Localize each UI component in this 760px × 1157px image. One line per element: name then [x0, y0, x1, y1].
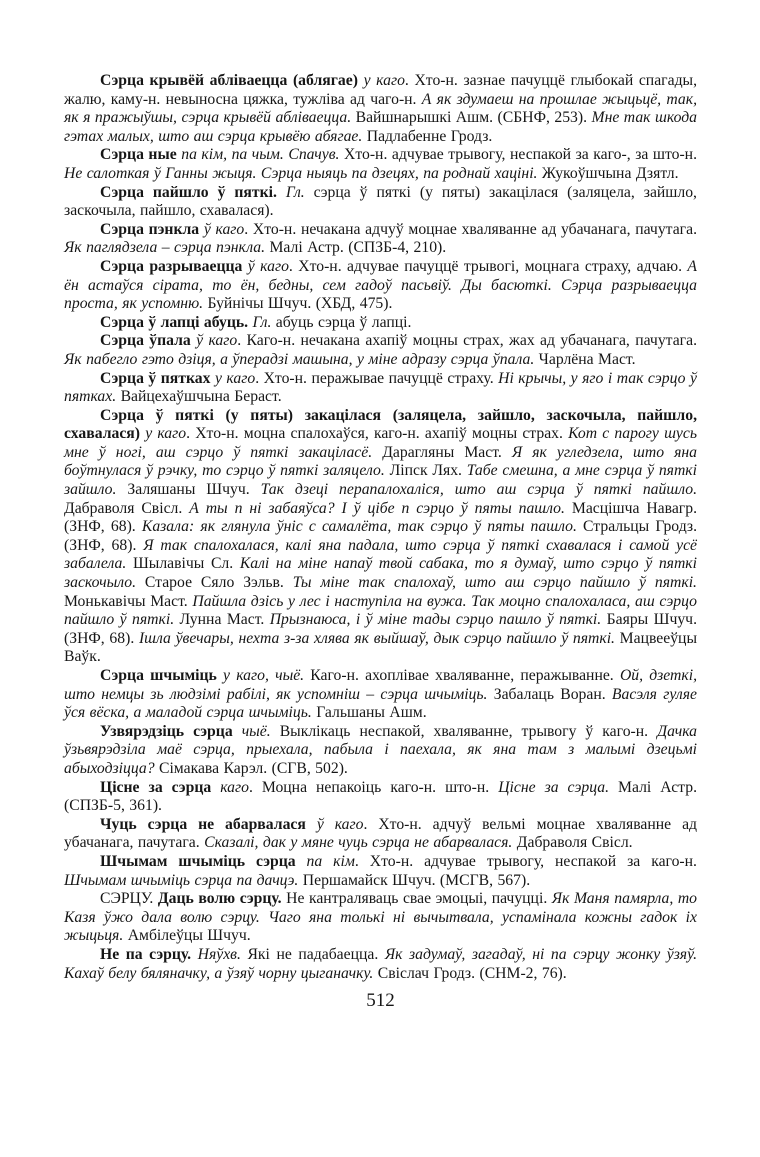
text-run-regular: Дабраволя Свісл. — [64, 499, 190, 517]
text-run-regular: Не кантраляваць свае эмоцыі, пачуцці. — [286, 890, 552, 908]
text-run-regular: Хто-н. адчувае трывогу, неспакой за каго-, за што-н. — [339, 146, 697, 164]
dictionary-entry — [64, 332, 697, 369]
text-run-regular: Шылавічы Сл. — [126, 555, 240, 573]
text-run-regular: Заляшаны Шчуч. — [116, 481, 261, 499]
dictionary-entry — [64, 314, 697, 333]
text-run-italic: А ты п ні забаяўса? І ў цібе п сэрцо ў пяты пашло. — [189, 499, 565, 517]
dictionary-entry — [64, 72, 697, 146]
text-run-italic: Як пабегло гэто дзіця, а ўперадзі машына, у міне адразу сэрца ўпала. — [64, 350, 535, 368]
text-run-italic: Гл. — [252, 313, 272, 331]
text-run-italic: Табе смешна, а мне сэрца ў пяткі зайшло. — [64, 462, 697, 499]
text-run-italic: Дачка ўзьвярэдзіла маё сэрца, прыехала, пабыла і паехала, як яна там з малымі дзецьмі абыходзіцца? — [64, 722, 698, 777]
text-run-bold: Сэрца ў пятках — [100, 369, 215, 387]
text-run-italic: Як задумаў, загадаў, ні па сэрцу жонку ўзяў. Кахаў белу бяляначку, а ўзяў чорну цыганачку. — [64, 945, 697, 982]
text-run-bold: Цісне за сэрца — [100, 778, 221, 796]
text-run-italic: Кот с парогу шусь мне ў ногі, аш сэрцо ў пяткі закаціласё. — [64, 425, 697, 461]
text-run-regular: Падлабенне Гродз. — [362, 127, 493, 145]
text-run-italic: Няўхв. — [197, 945, 241, 963]
text-run-italic: Не салоткая ў Ганны жыця. Сэрца ныяць па дзецях, па роднай хаціні. — [64, 164, 538, 182]
text-run-regular: Мацвееўцы Ваўк. — [64, 629, 697, 666]
text-run-italic: Ой, дзеткі, што немцы зь людзімі рабілі, як успомніш – сэрца шчыміць. — [64, 667, 697, 703]
dictionary-entry — [64, 184, 697, 221]
text-run-italic: Сказалі, дак у мяне чуць сэрца не абарвалася. — [204, 834, 513, 852]
dictionary-entry — [64, 407, 697, 667]
page-number: 512 — [366, 990, 395, 1012]
text-run-regular: Забалаць Воран. — [487, 685, 612, 703]
text-run-italic: Васэля гуляе ўся вёска, а маладой сэрца шчыміць. — [64, 685, 697, 722]
text-run-italic: па кім — [306, 852, 355, 870]
text-run-bold: Узвярэдзіць сэрца — [100, 722, 242, 740]
text-run-italic: каго — [220, 778, 249, 796]
text-run-regular: Буйнічы Шчуч. (ХБД, 475). — [203, 295, 393, 313]
text-run-italic: Цісне за сэрца. — [498, 778, 610, 796]
text-run-regular: . Хто-н. моцна спалохаўся, каго-н. ахапіў моцны страх. — [186, 425, 569, 443]
text-run-italic: у каго — [363, 72, 405, 89]
dictionary-entry — [64, 723, 697, 779]
text-run-bold: Сэрца пайшло ў пяткі. — [100, 183, 286, 201]
text-run-bold: Сэрца крывёй абліваецца (аблягае) — [100, 72, 364, 89]
text-run-regular: Які не падабаецца. — [240, 945, 385, 963]
text-run-bold: Не па сэрцу. — [100, 945, 198, 963]
text-run-italic: Ты міне так спалохаў, што аш сэрцо пайшло ў пяткі. — [292, 574, 697, 592]
text-run-regular: Дарагляны Маст. — [372, 443, 512, 461]
text-run-regular: Вайшнарышкі Ашм. (СБНФ, 253). — [351, 109, 592, 127]
text-run-regular: Лунна Маст. — [174, 611, 270, 629]
text-run-italic: Ішла ўвечары, нехта з-за хлява як выйшаў, дык сэрцо пайшло ў пяткі. — [138, 629, 615, 647]
text-run-regular: Амбілеўцы Шчуч. — [123, 927, 251, 945]
text-run-regular: Баяры Шчуч. (ЗНФ, 68). — [64, 611, 697, 647]
text-run-italic: Ні крычы, у яго і так сэрцо ў пятках. — [64, 369, 697, 406]
text-run-bold: Сэрца ные — [100, 146, 182, 164]
text-run-italic: Як Маня памярла, то Казя ўжо дала волю сэрцу. Чаго яна толькі ні вычытвала, успамінала кожны гадок іх жыцьця. — [64, 890, 697, 945]
text-run-italic: А як здумаеш на прошлае жыцьцё, так, як я пражыўшы, сэрца крывёй абліваецца. — [64, 90, 697, 127]
dictionary-entry — [64, 779, 697, 816]
text-run-regular: Жукоўшчына Дзятл. — [537, 164, 679, 182]
text-run-regular: . Моцна непакоіць каго-н. што-н. — [248, 778, 499, 796]
text-run-regular: . Хто-н. адчувае трывогу, неспакой за каго-н. — [354, 852, 697, 870]
text-run-italic: Так дзеці перапалохаліся, што аш сэрца ў пяткі пайшло. — [260, 481, 697, 499]
text-run-regular: Чарлёна Маст. — [534, 350, 636, 368]
text-run-italic: Казала: як глянула ўніс с самалёта, так сэрцо ў пяты пашло. — [141, 518, 577, 536]
text-run-bold: Сэрца ў пяткі (у пяты) закацілася (заляцела, зайшло, заскочыла, пайшло, схавалася) — [64, 406, 697, 443]
text-run-italic: Гл. — [285, 183, 305, 201]
text-run-bold: Даць волю сэрцу. — [157, 890, 287, 908]
text-run-italic: Шчымам шчыміць сэрца па дачцэ. — [64, 871, 299, 889]
text-run-regular: Вайцехаўшчына Бераст. — [116, 388, 282, 406]
text-run-italic: Я як угледзела, што яна боўтнулася ў рэчку, то сэрцо ў пяткі заляцело. — [64, 443, 698, 480]
text-run-italic: па кім, па чым. Спачув. — [181, 146, 340, 164]
text-run-regular: абуць сэрца ў лапці. — [271, 313, 412, 331]
text-run-bold: Шчымам шчыміць сэрца — [100, 852, 307, 870]
text-run-italic: у каго — [145, 425, 187, 443]
text-run-bold: Сэрца ў лапці абуць. — [100, 313, 253, 331]
text-run-regular: . Хто-н. адчуў вельмі моцнае хваляванне ад убачанага, пачутага. — [64, 815, 698, 852]
text-run-regular: . Хто-н. зазнае пачуццё глыбокай спагады, жалю, каму-н. невыносна цяжка, тужліва ад чаго-н. — [64, 72, 698, 108]
text-run-italic: ў каго — [316, 815, 364, 833]
text-run-regular: сэрца ў пяткі (у пяты) закацілася (заляцела, зайшло, заскочыла, пайшло, схавалася). — [64, 183, 697, 220]
text-run-regular: Каго-н. ахоплівае хваляванне, перажыванне. — [304, 667, 620, 684]
text-run-regular: . Хто-н. нечакана адчуў моцнае хваляванне ад убачанага, пачутага. — [244, 220, 697, 238]
text-run-italic: ў каго — [196, 332, 238, 350]
text-run-italic: Як паглядзела – сэрца пэнкла. — [64, 239, 266, 257]
text-run-italic: А ён астаўся сірата, то ён, бедны, сем гадоў пасьвіў. Ды басюткі. Сэрца разрываецца проста, як успомню. — [64, 257, 698, 313]
text-run-regular: Стральцы Гродз. (ЗНФ, 68). — [64, 518, 697, 554]
text-run-regular: СЭРЦУ. — [100, 890, 158, 908]
dictionary-entry — [64, 221, 697, 258]
dictionary-entry — [64, 370, 697, 407]
text-run-regular: Дабраволя Свісл. — [512, 834, 633, 852]
text-run-regular: Старое Сяло Зэльв. — [136, 574, 293, 592]
text-run-bold: Чуць сэрца не абарвалася — [100, 815, 317, 833]
dictionary-entry — [64, 258, 697, 314]
text-run-regular: . Каго-н. нечакана ахапіў моцны страх, жах ад убачанага, пачутага. — [237, 332, 697, 350]
text-run-regular: Масцішча Навагр. (ЗНФ, 68). — [64, 499, 697, 536]
text-run-bold: Сэрца пэнкла — [100, 220, 204, 238]
text-run-regular: Сімакава Карэл. (СГВ, 502). — [154, 759, 348, 777]
dictionary-entry — [64, 853, 697, 890]
text-run-italic: у каго, чыё. — [223, 667, 305, 684]
text-run-italic: ў каго — [247, 257, 289, 275]
text-run-regular: Малі Астр. (СПЗБ-4, 210). — [265, 239, 447, 257]
dictionary-entries — [64, 72, 697, 983]
text-run-regular: Выклікаць неспакой, хваляванне, трывогу ў каго-н. — [270, 722, 658, 740]
dictionary-entry — [64, 946, 697, 983]
text-run-italic: Прызнаюса, і ў міне тады сэрцо пашло ў пяткі. — [269, 611, 602, 629]
text-run-bold: Сэрца разрываецца — [100, 257, 248, 275]
text-run-regular: Малі Астр. (СПЗБ-5, 361). — [64, 778, 697, 815]
text-run-italic: Мне так шкода гэтах малых, што аш сэрца крывёю абягае. — [64, 109, 697, 145]
text-run-bold: Сэрца ўпала — [100, 332, 197, 350]
text-run-regular: . Хто-н. перажывае пачуццё страху. — [255, 369, 499, 387]
text-run-italic: Я так спалохалася, калі яна падала, што сэрца ў пяткі схавалася і самой усё забалела. — [64, 536, 698, 573]
text-run-bold: Сэрца шчыміць — [100, 667, 224, 684]
text-run-italic: Калі на міне напаў твой сабака, то я думаў, што сэрцо ў пяткі заскочыло. — [64, 555, 697, 592]
dictionary-entry — [64, 890, 697, 946]
text-run-italic: чыё. — [241, 722, 271, 740]
dictionary-entry — [64, 816, 697, 853]
text-run-regular: . Хто-н. адчувае пачуццё трывогі, моцнага страху, адчаю. — [288, 257, 688, 275]
text-run-regular: Першамайск Шчуч. (МСГВ, 567). — [298, 871, 531, 889]
text-run-regular: Гальшаны Ашм. — [311, 704, 427, 722]
text-run-italic: у каго — [214, 369, 256, 387]
text-run-regular: Ліпск Лях. — [384, 462, 467, 480]
dictionary-entry — [64, 667, 697, 723]
text-run-regular: Свіслач Гродз. (СНМ-2, 76). — [373, 964, 567, 982]
text-run-regular: Монькавічы Маст. — [64, 592, 193, 610]
text-run-italic: Пайшла дзісь у лес і наступіла на вужа. Так моцно спалохаласа, аш сэрцо пайшло ў пяткі. — [64, 592, 697, 629]
dictionary-entry — [64, 146, 697, 183]
text-run-italic: ў каго — [203, 220, 245, 238]
